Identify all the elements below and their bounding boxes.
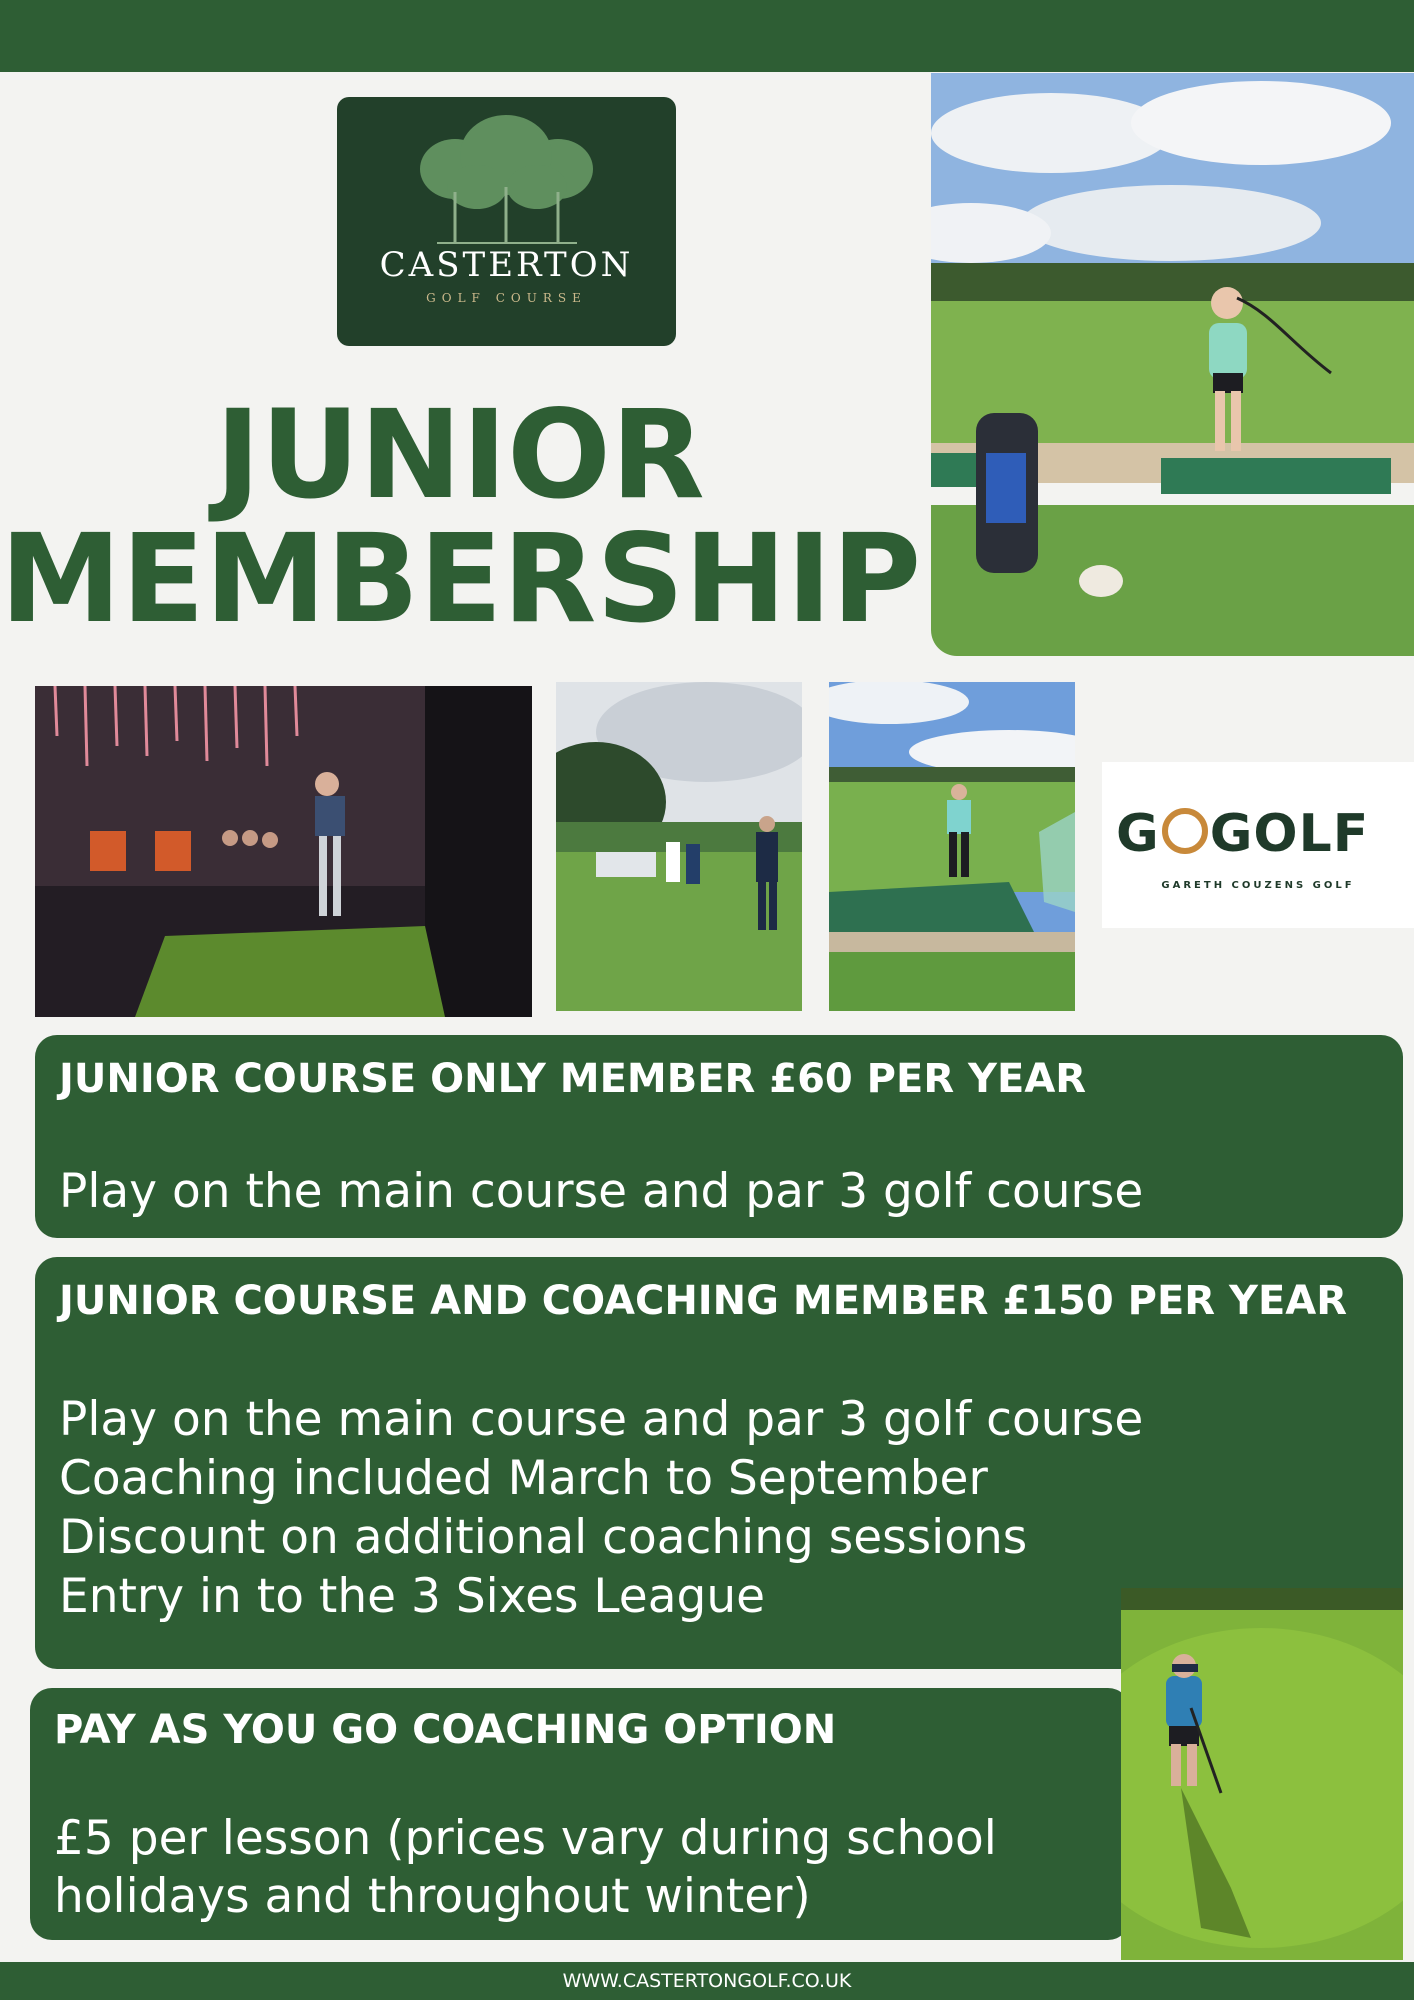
- membership-heading: JUNIOR COURSE ONLY MEMBER £60 PER YEAR: [59, 1056, 1087, 1102]
- gogolf-wordmark: [1116, 804, 1369, 864]
- gogolf-wordmark-end: GOLF: [1209, 804, 1370, 864]
- trees-icon: [337, 97, 676, 346]
- top-band: [0, 0, 1414, 72]
- membership-benefit: Coaching included March to September: [59, 1451, 988, 1506]
- membership-benefit: Entry in to the 3 Sixes League: [59, 1569, 766, 1624]
- logo-name: CASTERTON: [379, 245, 634, 285]
- membership-benefit: Discount on additional coaching sessions: [59, 1510, 1028, 1565]
- membership-benefit: Play on the main course and par 3 golf course: [59, 1164, 1144, 1219]
- membership-heading: JUNIOR COURSE AND COACHING MEMBER £150 PER YEAR: [59, 1278, 1348, 1324]
- gogolf-wordmark-start: G: [1116, 804, 1160, 864]
- title-line-2: MEMBERSHIP: [0, 508, 922, 650]
- logo-subtitle: GOLF COURSE: [426, 291, 587, 305]
- putting-green-photo: [1121, 1588, 1403, 1960]
- membership-benefit: holidays and throughout winter): [54, 1869, 811, 1924]
- membership-benefit: £5 per lesson (prices vary during school: [54, 1811, 997, 1866]
- indoor-simulator-photo: [35, 686, 532, 1017]
- membership-heading: PAY AS YOU GO COACHING OPTION: [54, 1707, 837, 1753]
- footer: [0, 1962, 1414, 2000]
- casterton-logo: [337, 97, 676, 346]
- page-title: [0, 384, 922, 650]
- driving-range-photo: [931, 73, 1414, 656]
- website-link[interactable]: WWW.CASTERTONGOLF.CO.UK: [562, 1970, 852, 1992]
- golfer-icon: [1162, 808, 1208, 854]
- juniors-walking-photo: [556, 682, 802, 1011]
- membership-benefit: Play on the main course and par 3 golf course: [59, 1392, 1144, 1447]
- gogolf-logo: [1102, 762, 1414, 928]
- gogolf-subtitle: GARETH COUZENS GOLF: [1161, 880, 1355, 891]
- membership-course-only: [35, 1035, 1403, 1238]
- range-junior-photo: [829, 682, 1075, 1011]
- membership-pay-as-you-go: [30, 1688, 1130, 1940]
- title-line-1: JUNIOR: [215, 384, 705, 526]
